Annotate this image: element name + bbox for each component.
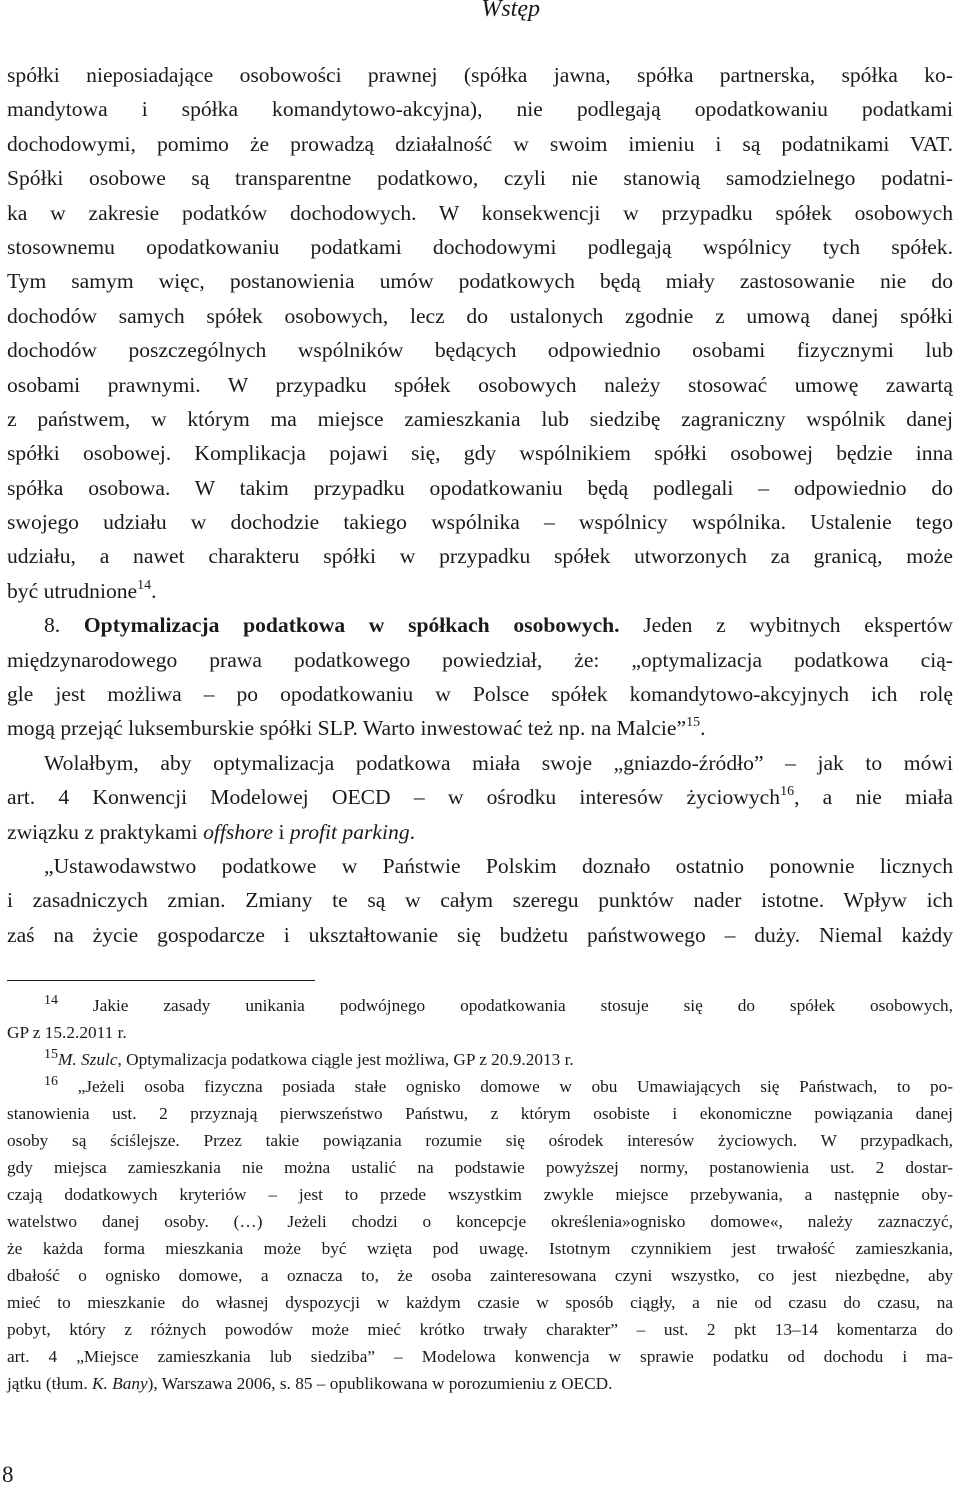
footnote-14-line (7, 992, 953, 1019)
footnote-16-line: gdy miejsca zamieszkania nie można ustalić na podstawie powyższej normy, postanowienia ust. 2 dostar- (7, 1158, 953, 1177)
text-line: stosownemu opodatkowaniu podatkami dochodowymi podlegają wspólnicy tych spółek. (7, 234, 953, 259)
text-line: swojego udziału w dochodzie takiego wspólnika – wspólnicy wspólnika. Ustalenie tego (7, 510, 953, 535)
text-line: z państwem, w którym ma miejsce zamieszkania lub siedzibę zagraniczny wspólnik danej (7, 406, 953, 431)
footnote-ref-15: 15 (686, 715, 701, 731)
text-span: . (409, 819, 416, 844)
text-line: dochodów samych spółek osobowych, lecz do ustalonych zgodnie z umową danej spółki (7, 303, 953, 328)
text-line: i zasadniczych zmian. Zmiany te są w całym szeregu punktów nader istotne. Wpływ ich (7, 888, 953, 913)
text-span: . (151, 578, 157, 603)
footnote-15-line (7, 1046, 953, 1073)
text-span: , a nie miała (794, 785, 953, 810)
main-text (7, 58, 953, 952)
text-line: spółka osobowa. W takim przypadku opodatkowaniu będą podlegali – odpowiednio do (7, 475, 953, 500)
footnote-16-line: art. 4 „Miejsce zamieszkania lub siedziba” – Modelowa konwencja w sprawie podatku od dochodu i ma- (7, 1347, 953, 1366)
text-line: gle jest możliwa – po opodatkowaniu w Polsce spółek komandytowo-akcyjnych ich rolę (7, 682, 953, 707)
text-line: spółki nieposiadające osobowości prawnej (spółka jawna, spółka partnerska, spółka ko- (7, 63, 953, 87)
text-line: międzynarodowego prawa podatkowego powiedział, że: „optymalizacja podatkowa cią- (7, 647, 953, 672)
footnotes (7, 992, 953, 1397)
footnote-16-line: dbałość o ognisko domowe, a oznacza to, że osoba zainteresowana czyni wszystko, co jest niezbędne, aby (7, 1266, 953, 1285)
section-title: Optymalizacja podatkowa w spółkach osobowych. (83, 613, 620, 638)
footnote-author: K. Bany (91, 1374, 148, 1393)
footnote-text: , Optymalizacja podatkowa ciągle jest możliwa, GP z 20.9.2013 r. (117, 1050, 574, 1069)
footnote-16-line (7, 1370, 953, 1397)
text-line: spółki osobowej. Komplikacja pojawi się, gdy wspólnikiem spółki osobowej będzie inna (7, 441, 953, 466)
page-number: 8 (2, 1462, 14, 1487)
footnote-16-line: że każda forma mieszkania może być wzięta pod uwagę. Istotnym czynnikiem jest trwałość zamieszkania, (7, 1239, 953, 1258)
footnote-16-line (7, 1073, 953, 1100)
footnote-16-line: pobyt, który z różnych powodów może mieć krótko trwały charakter” – ust. 2 pkt 13–14 komentarza do (7, 1320, 953, 1339)
text-span: i (273, 819, 290, 844)
text-line-last (7, 711, 953, 745)
text-line: udziału, a nawet charakteru spółki w przypadku spółek utworzonych za granicą, może (7, 544, 953, 569)
footnote-ref-16: 16 (780, 784, 795, 800)
footnote-ref-14: 14 (137, 577, 152, 593)
text-line-last (7, 574, 953, 608)
section-8-heading-line (7, 608, 953, 642)
text-line: mandytowa i spółka komandytowo-akcyjna), nie podlegają opodatkowaniu podatkami (7, 97, 953, 122)
italic-term: profit parking (289, 819, 410, 844)
text-span: związku z praktykami (7, 819, 204, 844)
section-number: 8. (44, 613, 84, 638)
text-span: Jeden z wybitnych ekspertów (619, 613, 953, 638)
footnote-number: 16 (44, 1074, 58, 1089)
footnote-author: M. Szulc (58, 1050, 118, 1069)
footnote-16-line: watelstwo danej osoby. (…) Jeżeli chodzi o koncepcje określenia»ognisko domowe«, należy zaznaczyć, (7, 1212, 953, 1231)
text-span: art. 4 Konwencji Modelowej OECD – w ośrodku interesów życiowych (7, 785, 781, 810)
text-line: ka w zakresie podatków dochodowych. W konsekwencji w przypadku spółek osobowych (7, 200, 953, 225)
text-line: zaś na życie gospodarcze i ukształtowanie się budżetu państwowego – duży. Niemal każdy (7, 922, 953, 947)
text-line: osobami prawnymi. W przypadku spółek osobowych należy stosować umowę zawartą (7, 372, 953, 397)
footnote-text: jątku (tłum. (7, 1374, 92, 1393)
page-header (0, 0, 960, 30)
italic-term: offshore (203, 819, 274, 844)
text-line: Spółki osobowe są transparentne podatkowo, czyli nie stanowią samodzielnego podatni- (7, 166, 953, 191)
running-header-title: Wstęp (481, 0, 540, 22)
footnote-16-line: mieć to mieszkanie do własnej dyspozycji w każdym czasie w sposób ciągły, a nie od czasu do czasu, na (7, 1293, 953, 1312)
footnote-separator (7, 980, 315, 981)
text-line: dochodów poszczególnych wspólników będących odpowiednio osobami fizycznymi lub (7, 338, 953, 363)
footnote-text: „Jeżeli osoba fizyczna posiada stałe ognisko domowe w obu Umawiających się Państwach, to po- (58, 1077, 953, 1096)
footnote-16-line: osoby są ściślejsze. Przez takie powiązania rozumie się ośrodek interesów życiowych. W przypadkach, (7, 1131, 953, 1150)
footnote-text: Jakie zasady unikania podwójnego opodatkowania stosuje się do spółek osobowych, (58, 996, 953, 1015)
footnote-number: 14 (44, 993, 58, 1008)
text-line-last (7, 815, 953, 849)
text-line: „Ustawodawstwo podatkowe w Państwie Polskim doznało ostatnio ponownie licznych (44, 853, 953, 878)
text-line (7, 780, 953, 814)
footnote-text: ), Warszawa 2006, s. 85 – opublikowana w porozumieniu z OECD. (147, 1374, 613, 1393)
text-line: Wolałbym, aby optymalizacja podatkowa miała swoje „gniazdo-źródło” – jak to mówi (44, 750, 953, 775)
footnote-16-line: czają dodatkowych kryteriów – jest to przede wszystkim zwykle miejsce przebywania, a następnie oby- (7, 1185, 953, 1204)
text-span: być utrudnione (7, 578, 138, 603)
footnote-16-line: stanowienia ust. 2 przyznają pierwszeństwo Państwu, z którym osobiste i ekonomiczne powiązania danej (7, 1104, 953, 1123)
text-span: . (700, 716, 706, 741)
text-line: dochodowymi, pomimo że prowadzą działalność w swoim imieniu i są podatnikami VAT. (7, 131, 953, 156)
text-span: mogą przejąć luksemburskie spółki SLP. Warto inwestować też np. na Malcie” (7, 716, 687, 741)
footnote-number: 15 (44, 1047, 58, 1062)
text-line: Tym samym więc, postanowienia umów podatkowych będą miały zastosowanie nie do (7, 269, 953, 294)
footnote-14-line: GP z 15.2.2011 r. (7, 1023, 127, 1042)
